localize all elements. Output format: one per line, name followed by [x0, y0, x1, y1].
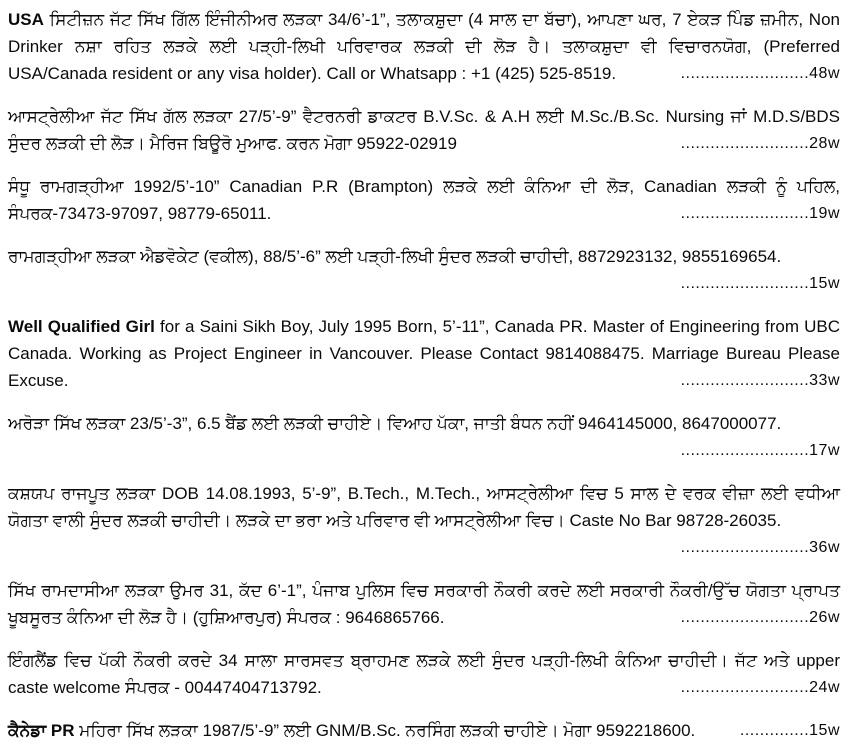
ad-word-count: ..........................24w: [680, 679, 840, 696]
ad-lead: Well Qualified Girl: [8, 317, 155, 336]
classified-ad-7: [8, 480, 840, 561]
ad-text: ਸਿੱਖ ਰਾਮਦਾਸੀਆ ਲੜਕਾ ਉਮਰ 31, ਕੱਦ 6’-1”, ਪੰਜਾਬ ਪੁਲਿਸ ਵਿਚ ਸਰਕਾਰੀ ਨੌਕਰੀ ਕਰਦੇ ਲਈ ਸਰਕਾਰੀ ਨੌਕਰੀ/ਉੱਚ ਯੋਗਤਾ ਪ੍ਰਾਪਤ ਖੂਬਸੂਰਤ ਕੰਨਿਆ ਦੀ ਲੋੜ ਹੈ। (ਹੁਸ਼ਿਆਰਪੁਰ) ਸੰਪਰਕ : 9646865766.: [8, 581, 840, 627]
ad-text: ਸਿਟੀਜ਼ਨ ਜੱਟ ਸਿੱਖ ਗਿੱਲ ਇੰਜੀਨੀਅਰ ਲੜਕਾ 34/6’-1”, ਤਲਾਕਸ਼ੁਦਾ (4 ਸਾਲ ਦਾ ਬੱਚਾ), ਆਪਣਾ ਘਰ, 7 ਏਕੜ ਪਿੰਡ ਜ਼ਮੀਨ, Non Drinker ਨਸ਼ਾ ਰਹਿਤ ਲੜਕੇ ਲਈ ਪੜ੍ਹੀ-ਲਿਖੀ ਪਰਿਵਾਰਕ ਲੜਕੀ ਦੀ ਲੋੜ ਹੈ। ਤਲਾਕਸ਼ੁਦਾ ਵੀ ਵਿਚਾਰਨਯੋਗ, (Preferred USA/Canada resident or any visa holder). Call or Whatsapp : +1 (425) 525-8519.: [8, 10, 840, 83]
classified-ad-6: [8, 410, 840, 464]
ad-word-count: ..........................28w: [680, 135, 840, 152]
ad-lead: ਕੈਨੇਡਾ PR: [8, 721, 75, 740]
ad-word-count: ..........................48w: [680, 65, 840, 82]
ad-text: ਮਹਿਰਾ ਸਿੱਖ ਲੜਕਾ 1987/5’-9” ਲਈ GNM/B.Sc. ਨਰਸਿੰਗ ਲੜਕੀ ਚਾਹੀਏ। ਮੋਗਾ 9592218600.: [79, 721, 696, 740]
classified-ad-5: [8, 313, 840, 394]
classified-ad-10: [8, 717, 840, 744]
classified-ad-9: [8, 647, 840, 701]
classified-ad-1: [8, 6, 840, 87]
classified-ad-3: [8, 173, 840, 227]
ad-word-count: ..........................15w: [680, 275, 840, 292]
ad-word-count: ..........................36w: [680, 539, 840, 556]
ad-text: ਸੰਧੂ ਰਾਮਗੜ੍ਹੀਆ 1992/5’-10” Canadian P.R (Brampton) ਲੜਕੇ ਲਈ ਕੰਨਿਆ ਦੀ ਲੋੜ, Canadian ਲੜਕੀ ਨੂੰ ਪਹਿਲ, ਸੰਪਰਕ-73473-97097, 98779-65011.: [8, 177, 840, 223]
ad-word-count: ..........................26w: [680, 609, 840, 626]
classified-ad-8: [8, 577, 840, 631]
ad-word-count: ..............15w: [739, 722, 840, 739]
ad-text: ਰਾਮਗੜ੍ਹੀਆ ਲੜਕਾ ਐਡਵੋਕੇਟ (ਵਕੀਲ), 88/5’-6” ਲਈ ਪੜ੍ਹੀ-ਲਿਖੀ ਸੁੰਦਰ ਲੜਕੀ ਚਾਹੀਦੀ, 8872923132, 9855169654.: [8, 247, 782, 266]
ad-text: for a Saini Sikh Boy, July 1995 Born, 5’-11”, Canada PR. Master of Engineering from UBC Canada. Working as Project Engineer in Vancouver. Please Contact 9814088475. Marriage Bureau Please Excuse.: [8, 317, 840, 390]
ad-text: ਇੰਗਲੈਂਡ ਵਿਚ ਪੱਕੀ ਨੌਕਰੀ ਕਰਦੇ 34 ਸਾਲਾ ਸਾਰਸਵਤ ਬ੍ਰਾਹਮਣ ਲੜਕੇ ਲਈ ਸੁੰਦਰ ਪੜ੍ਹੀ-ਲਿਖੀ ਕੰਨਿਆ ਚਾਹੀਦੀ। ਜੱਟ ਅਤੇ upper caste welcome ਸੰਪਰਕ - 00447404713792.: [8, 651, 840, 697]
ad-word-count: ..........................19w: [680, 205, 840, 222]
classified-ad-2: [8, 103, 840, 157]
ad-text: ਕਸ਼ਯਪ ਰਾਜਪੂਤ ਲੜਕਾ DOB 14.08.1993, 5’-9”, B.Tech., M.Tech., ਆਸਟ੍ਰੇਲੀਆ ਵਿਚ 5 ਸਾਲ ਦੇ ਵਰਕ ਵੀਜ਼ਾ ਲਈ ਵਧੀਆ ਯੋਗਤਾ ਵਾਲੀ ਸੁੰਦਰ ਲੜਕੀ ਚਾਹੀਦੀ। ਲੜਕੇ ਦਾ ਭਰਾ ਅਤੇ ਪਰਿਵਾਰ ਵੀ ਆਸਟ੍ਰੇਲੀਆ ਵਿਚ। Caste No Bar 98728-26035.: [8, 484, 840, 530]
classified-ad-4: [8, 243, 840, 297]
ad-text: ਆਸਟ੍ਰੇਲੀਆ ਜੱਟ ਸਿੱਖ ਗੱਲ ਲੜਕਾ 27/5’-9” ਵੈਟਰਨਰੀ ਡਾਕਟਰ B.V.Sc. & A.H ਲਈ M.Sc./B.Sc. Nursing ਜਾਂ M.D.S/BDS ਸੁੰਦਰ ਲੜਕੀ ਦੀ ਲੋੜ। ਮੈਰਿਜ ਬਿਊਰੋ ਮੁਆਫ. ਕਰਨ ਮੋਗਾ 95922-02919: [8, 107, 840, 153]
ad-word-count: ..........................17w: [680, 442, 840, 459]
ads-list: [8, 6, 840, 744]
ad-lead: USA: [8, 10, 44, 29]
ad-word-count: ..........................33w: [680, 372, 840, 389]
ad-text: ਅਰੋੜਾ ਸਿੱਖ ਲੜਕਾ 23/5’-3”, 6.5 ਬੈਂਡ ਲਈ ਲੜਕੀ ਚਾਹੀਏ। ਵਿਆਹ ਪੱਕਾ, ਜਾਤੀ ਬੰਧਨ ਨਹੀਂ 9464145000, 8647000077.: [8, 414, 782, 433]
